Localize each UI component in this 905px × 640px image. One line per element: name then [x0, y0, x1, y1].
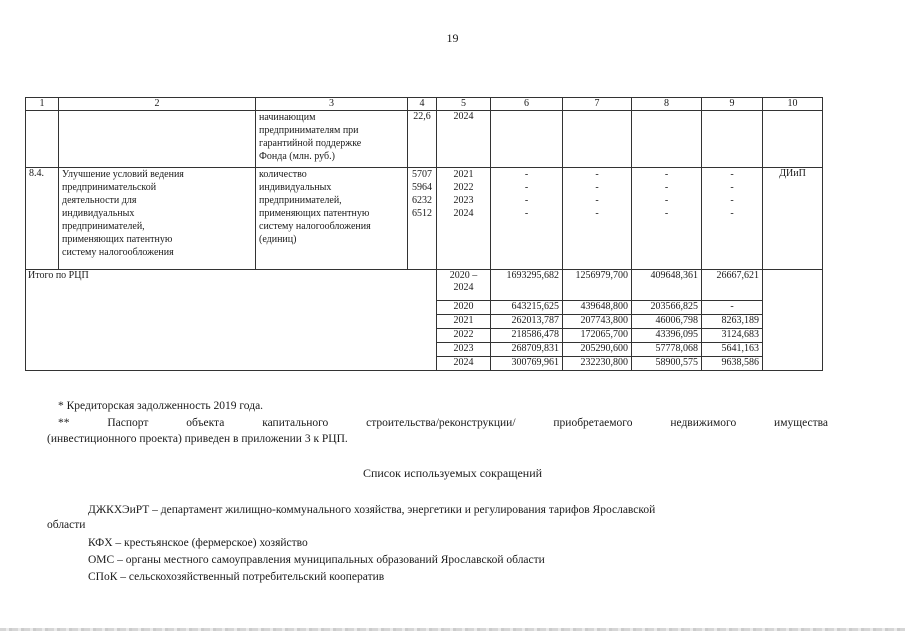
measure-cell: Улучшение условий ведения предпринимательской деятельности для индивидуальных предпринимателей, применяющих патентную систему налогообложения — [59, 168, 256, 270]
executor-cell: ДИиП — [763, 168, 823, 270]
col-header: 4 — [408, 98, 437, 111]
indicator-cell: количество индивидуальных предпринимателей, применяющих патентную систему налогообложения (единиц) — [256, 168, 408, 270]
amount-cell: 409648,361 — [632, 270, 702, 301]
col-header: 6 — [491, 98, 563, 111]
total-row — [26, 270, 823, 301]
col-header: 10 — [763, 98, 823, 111]
footnote-2: ** Паспорт объекта капитального строительства/реконструкции/ приобретаемого недвижимого имущества — [58, 417, 828, 429]
abbreviation-item: СПоК – сельскохозяйственный потребительский кооператив — [88, 571, 385, 583]
footnote-2-continued: (инвестиционного проекта) приведен в приложении 3 к РЦП. — [47, 433, 348, 445]
abbreviations-title: Список используемых сокращений — [362, 466, 543, 480]
year-cell: 2024 — [437, 111, 491, 168]
total-row: 2021 262013,787 207743,800 46006,798 8263,189 — [26, 315, 823, 329]
value-cell: 22,6 — [408, 111, 437, 168]
col-header: 5 — [437, 98, 491, 111]
col-header: 8 — [632, 98, 702, 111]
amount-cell: 1256979,700 — [563, 270, 632, 301]
table-header-row — [26, 98, 823, 111]
col-header: 1 — [26, 98, 59, 111]
value-cell: 5707 5964 6232 6512 — [408, 168, 437, 270]
col-header: 3 — [256, 98, 408, 111]
col-header: 2 — [59, 98, 256, 111]
amount-cell: - - - - — [563, 168, 632, 270]
footnote-1: * Кредиторская задолженность 2019 года. — [58, 400, 264, 412]
table-row — [26, 111, 823, 168]
abbreviation-item: КФХ – крестьянское (фермерское) хозяйство — [88, 537, 308, 549]
total-row: 2024 300769,961 232230,800 58900,575 9638,586 — [26, 357, 823, 371]
abbreviation-item: ОМС – органы местного самоуправления муниципальных образований Ярославской области — [88, 554, 545, 566]
table-row — [26, 168, 823, 270]
amount-cell: 26667,621 — [702, 270, 763, 301]
abbreviation-item-continued: области — [47, 519, 86, 531]
amount-cell: 1693295,682 — [491, 270, 563, 301]
total-row: 2022 218586,478 172065,700 43396,095 3124,683 — [26, 329, 823, 343]
total-row: 2020 643215,625 439648,800 203566,825 - — [26, 301, 823, 315]
year-cell: 2021 2022 2023 2024 — [437, 168, 491, 270]
indicator-cell: начинающим предпринимателям при гарантийной поддержке Фонда (млн. руб.) — [256, 111, 408, 168]
col-header: 9 — [702, 98, 763, 111]
page-number: 19 — [446, 31, 459, 45]
program-table — [25, 97, 823, 371]
amount-cell: - - - - — [632, 168, 702, 270]
scan-edge — [0, 628, 905, 631]
total-label: Итого по РЦП — [26, 270, 437, 371]
year-cell: 2020 – 2024 — [437, 270, 491, 301]
col-header: 7 — [563, 98, 632, 111]
abbreviation-item: ДЖКХЭиРТ – департамент жилищно-коммунального хозяйства, энергетики и регулирования тарифов Ярославской — [88, 504, 656, 516]
item-number: 8.4. — [26, 168, 59, 270]
amount-cell: - - - - — [491, 168, 563, 270]
amount-cell: - - - - — [702, 168, 763, 270]
total-row: 2023 268709,831 205290,600 57778,068 5641,163 — [26, 343, 823, 357]
